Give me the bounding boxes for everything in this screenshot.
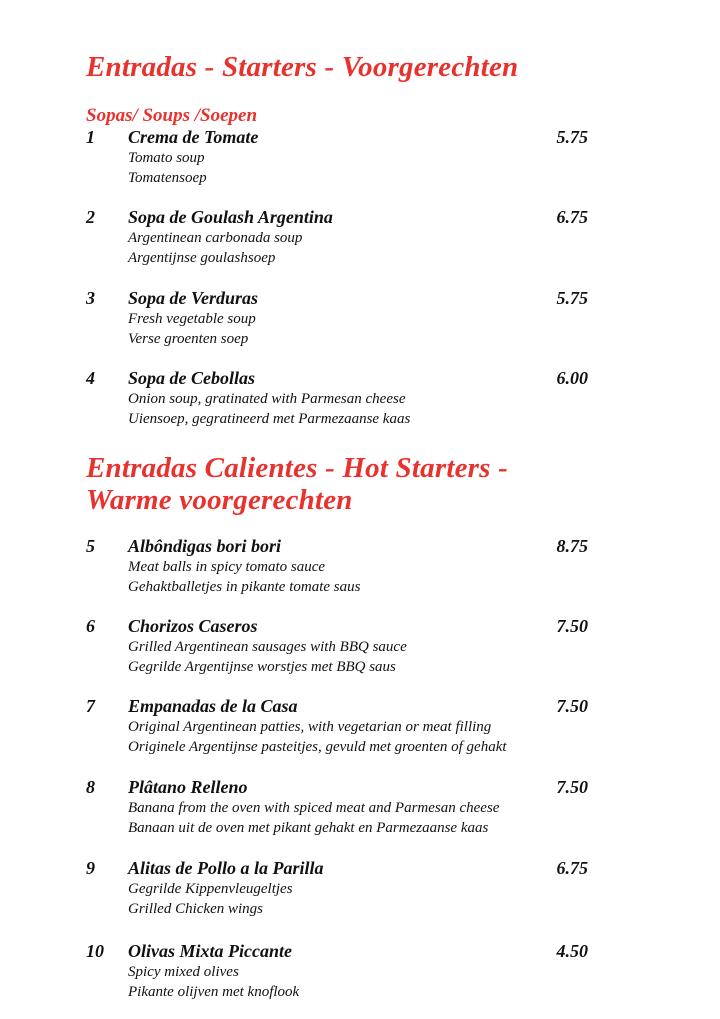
item-description-en: Tomato soup (128, 150, 205, 166)
item-price: 7.50 (556, 696, 588, 716)
item-name: Chorizos Caseros (128, 616, 258, 636)
item-price: 7.50 (556, 616, 588, 636)
item-price: 5.75 (556, 127, 588, 147)
item-description-nl: Tomatensoep (128, 170, 207, 186)
item-price: 6.75 (556, 207, 588, 227)
item-description-nl: Grilled Chicken wings (128, 901, 263, 917)
item-name: Sopa de Goulash Argentina (128, 207, 333, 227)
item-number: 3 (86, 288, 95, 308)
item-description-nl: Argentijnse goulashsoep (128, 250, 276, 266)
item-name: Crema de Tomate (128, 127, 259, 147)
item-description-nl: Gehaktballetjes in pikante tomate saus (128, 579, 361, 595)
item-description-en: Gegrilde Kippenvleugeltjes (128, 881, 293, 897)
item-description-en: Banana from the oven with spiced meat and Parmesan cheese (128, 800, 500, 816)
item-price: 8.75 (556, 536, 588, 556)
section-title-hot-starters: Entradas Calientes - Hot Starters - (86, 452, 508, 484)
item-description-en: Grilled Argentinean sausages with BBQ sauce (128, 639, 407, 655)
item-number: 9 (86, 858, 95, 878)
section-title-soups: Sopas/ Soups /Soepen (86, 105, 258, 126)
item-name: Empanadas de la Casa (128, 696, 298, 716)
item-name: Alitas de Pollo a la Parilla (128, 858, 324, 878)
item-description-en: Argentinean carbonada soup (128, 230, 303, 246)
item-description-nl: Banaan uit de oven met pikant gehakt en Parmezaanse kaas (128, 820, 489, 836)
item-description-en: Meat balls in spicy tomato sauce (128, 559, 326, 575)
item-description-nl: Gegrilde Argentijnse worstjes met BBQ saus (128, 659, 396, 675)
item-number: 1 (86, 127, 95, 147)
item-number: 8 (86, 777, 95, 797)
item-description-nl: Uiensoep, gegratineerd met Parmezaanse kaas (128, 411, 411, 427)
item-name: Sopa de Cebollas (128, 368, 256, 388)
item-number: 5 (86, 536, 95, 556)
item-price: 4.50 (556, 941, 588, 961)
item-description-en: Spicy mixed olives (128, 964, 239, 980)
item-number: 10 (86, 941, 104, 961)
item-description-en: Fresh vegetable soup (128, 311, 256, 327)
item-name: Plâtano Relleno (128, 777, 248, 797)
page-title: Entradas - Starters - Voorgerechten (86, 51, 519, 83)
item-number: 2 (86, 207, 95, 227)
item-description-nl: Originele Argentijnse pasteitjes, gevuld met groenten of gehakt (128, 739, 507, 755)
item-description-nl: Pikante olijven met knoflook (128, 984, 300, 1000)
item-price: 6.75 (556, 858, 588, 878)
item-price: 6.00 (556, 368, 588, 388)
item-price: 5.75 (556, 288, 588, 308)
item-number: 7 (86, 696, 95, 716)
item-number: 4 (86, 368, 95, 388)
item-description-nl: Verse groenten soep (128, 331, 249, 347)
item-number: 6 (86, 616, 95, 636)
item-price: 7.50 (556, 777, 588, 797)
item-name: Sopa de Verduras (128, 288, 259, 308)
item-name: Albôndigas bori bori (128, 536, 282, 556)
item-description-en: Onion soup, gratinated with Parmesan cheese (128, 391, 406, 407)
section-title-hot-starters-line2: Warme voorgerechten (86, 484, 353, 516)
item-name: Olivas Mixta Piccante (128, 941, 292, 961)
item-description-en: Original Argentinean patties, with vegetarian or meat filling (128, 719, 492, 735)
